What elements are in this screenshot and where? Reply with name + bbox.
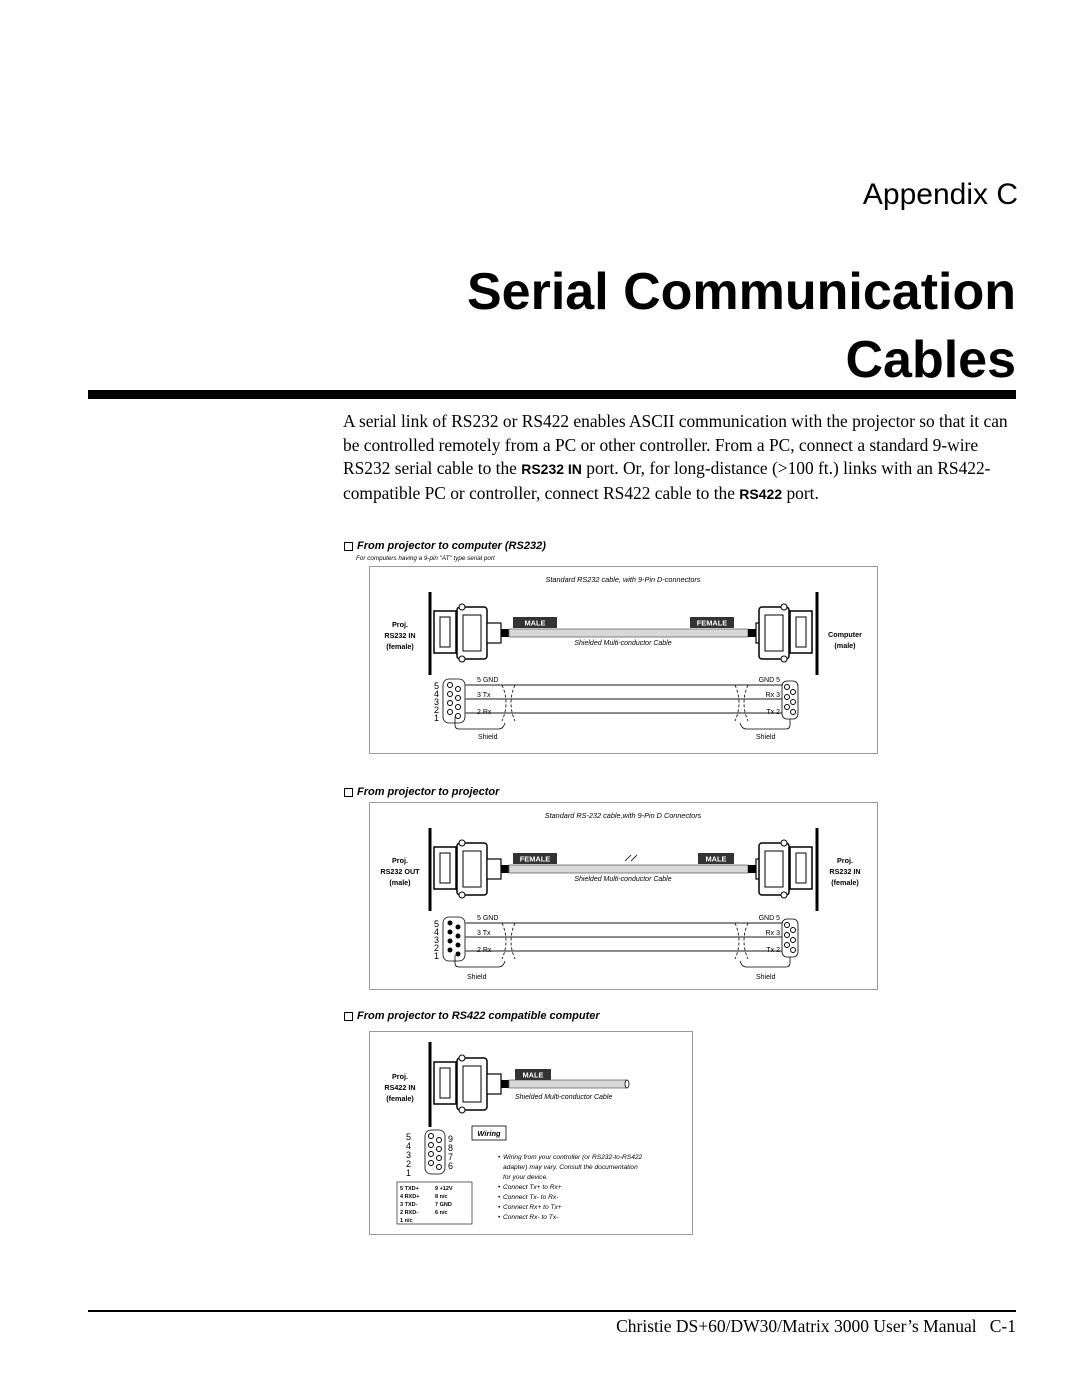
cable-body (509, 629, 748, 637)
left-shield-label: Shield (467, 974, 487, 981)
rs232-cable-diagram (370, 567, 877, 753)
svg-text:1: 1 (406, 1168, 412, 1178)
cable-caption: Standard RS232 cable, with 9-Pin D-connectors (545, 575, 701, 584)
svg-text:7 GND: 7 GND (435, 1202, 452, 1208)
svg-text:3: 3 (434, 697, 440, 707)
left-gender-tag: FEMALE (519, 854, 551, 864)
cable-label: Shielded Multi-conductor Cable (574, 640, 672, 647)
svg-text:Connect Rx+ to Tx+: Connect Rx+ to Tx+ (503, 1204, 562, 1211)
left-label-1: Proj. (392, 856, 408, 865)
svg-text:•: • (498, 1194, 501, 1201)
svg-text:Connect Tx+ to Rx+: Connect Tx+ to Rx+ (503, 1184, 562, 1191)
checkbox-bullet-icon (344, 542, 353, 551)
right-shield-label: Shield (756, 734, 776, 741)
left-label-3: (female) (386, 1094, 414, 1103)
section-3-title: From projector to RS422 compatible computer (357, 1010, 600, 1022)
right-label-2: (male) (834, 641, 856, 650)
right-db9-connector (748, 840, 812, 898)
page-number: C-1 (989, 1316, 1016, 1336)
right-pin-gnd: GND 5 (758, 915, 780, 922)
left-pin-tx: 3 Tx (477, 930, 491, 937)
right-pin-rx: Rx 3 (765, 692, 780, 699)
left-label-2: RS422 IN (384, 1083, 416, 1092)
right-pin-block (782, 681, 798, 719)
svg-text:6 n/c: 6 n/c (435, 1210, 448, 1216)
svg-text:2 RXD-: 2 RXD- (400, 1210, 419, 1216)
title-rule (88, 390, 1016, 399)
title-line-1: Serial Communication (467, 263, 1016, 321)
right-pin-tx: Tx 2 (766, 709, 780, 716)
intro-text-1: A serial link of RS232 or RS422 enables ASCII communication with the projector so that it can be controlled remotely from a PC or other controller. From a PC, connect a standard 9-wire RS232 serial cable to the (343, 411, 1008, 478)
rs422-cable-diagram (370, 1032, 692, 1234)
svg-text:4: 4 (434, 689, 440, 699)
right-pin-gnd: GND 5 (758, 677, 780, 684)
left-pin-gnd: 5 GND (477, 677, 499, 684)
left-label-2: RS232 OUT (380, 867, 420, 876)
intro-text-3: port. (782, 482, 819, 503)
svg-text:7: 7 (448, 1152, 454, 1162)
projector-to-projector-diagram (370, 803, 877, 989)
right-label-1: Computer (828, 630, 862, 639)
left-pin-block (434, 917, 465, 961)
section-1-heading (344, 540, 546, 552)
left-pin-block (434, 679, 465, 723)
cable-caption: Standard RS-232 cable,with 9-Pin D Connectors (544, 811, 702, 820)
right-gender-tag: FEMALE (696, 618, 728, 628)
left-label-2: RS232 IN (384, 631, 416, 640)
checkbox-bullet-icon (344, 788, 353, 797)
svg-text:9: 9 (448, 1134, 454, 1144)
right-label-1: Proj. (837, 856, 853, 865)
port-rs232-in: RS232 IN (521, 461, 582, 477)
svg-text:1: 1 (434, 713, 440, 723)
diagram-panel-1 (369, 566, 878, 754)
svg-text:5: 5 (434, 919, 440, 929)
right-db9-connector (748, 604, 812, 662)
svg-text:8: 8 (448, 1143, 454, 1153)
appendix-label: Appendix C (862, 178, 1018, 211)
svg-text:1: 1 (434, 951, 440, 961)
right-pin-block (782, 919, 798, 957)
gender-tag: MALE (522, 1070, 544, 1080)
svg-text:•: • (498, 1214, 501, 1221)
left-db9-connector (434, 604, 509, 662)
svg-text:2: 2 (434, 943, 440, 953)
svg-text:1 n/c: 1 n/c (400, 1218, 413, 1224)
page-footer (616, 1316, 1016, 1337)
svg-text:Connect Tx- to Rx-: Connect Tx- to Rx- (503, 1194, 559, 1201)
svg-text:3: 3 (406, 1150, 412, 1160)
left-gender-tag: MALE (524, 618, 546, 628)
title-line-2: Cables (845, 331, 1016, 389)
diagram-panel-2 (369, 802, 878, 990)
svg-text:•: • (498, 1204, 501, 1211)
right-pin-tx: Tx 2 (766, 947, 780, 954)
svg-text:8 n/c: 8 n/c (435, 1194, 448, 1200)
svg-text:adapter) may vary. Consult the: adapter) may vary. Consult the documentation (503, 1164, 638, 1171)
svg-text:2: 2 (434, 705, 440, 715)
port-rs422: RS422 (739, 485, 783, 502)
footer-rule (88, 1310, 1016, 1312)
svg-text:for your device.: for your device. (503, 1174, 549, 1181)
section-2-title: From projector to projector (357, 786, 500, 798)
svg-text:Wiring from your controller (o: Wiring from your controller (or RS232-to-RS422 (503, 1154, 643, 1161)
svg-text:4: 4 (406, 1141, 412, 1151)
svg-text:2: 2 (406, 1159, 412, 1169)
cable-label: Shielded Multi-conductor Cable (574, 876, 672, 883)
section-1-title: From projector to computer (RS232) (357, 540, 546, 552)
left-db9-connector (434, 840, 509, 898)
intro-paragraph (343, 410, 1015, 506)
svg-text:5: 5 (406, 1132, 412, 1142)
svg-text:9 +12V: 9 +12V (435, 1186, 453, 1192)
svg-text:•: • (498, 1154, 501, 1161)
svg-text:5 TXD+: 5 TXD+ (400, 1186, 419, 1192)
left-pin-rx: 2 Rx (477, 709, 492, 716)
cable-body (509, 1080, 627, 1088)
wiring-notes (498, 1154, 643, 1221)
diagram-panel-3 (369, 1031, 693, 1235)
left-shield-label: Shield (478, 734, 498, 741)
left-pin-gnd: 5 GND (477, 915, 499, 922)
svg-text:4: 4 (434, 927, 440, 937)
left-label-3: (male) (389, 878, 411, 887)
svg-text:5: 5 (434, 681, 440, 691)
section-3-heading (344, 1010, 600, 1022)
left-pin-rx: 2 Rx (477, 947, 492, 954)
section-2-heading (344, 786, 499, 798)
svg-text:6: 6 (448, 1161, 454, 1171)
svg-text:3: 3 (434, 935, 440, 945)
svg-text:Connect Rx- to Tx-: Connect Rx- to Tx- (503, 1214, 559, 1221)
intro-text-2: port. Or, for long-distance (>100 ft.) links with an RS422-compatible PC or controller, connect RS422 cable to the (343, 458, 991, 503)
left-db9-connector (434, 1055, 509, 1113)
checkbox-bullet-icon (344, 1012, 353, 1021)
cable-body (509, 865, 748, 873)
left-pin-tx: 3 Tx (477, 692, 491, 699)
svg-text:3 TXD-: 3 TXD- (400, 1202, 418, 1208)
right-gender-tag: MALE (705, 854, 727, 864)
cable-label: Shielded Multi-conductor Cable (515, 1094, 613, 1101)
wiring-title: Wiring (477, 1129, 501, 1138)
section-1-subheading: For computers having a 9-pin "AT" type serial port (356, 555, 495, 562)
left-label-1: Proj. (392, 620, 408, 629)
right-label-2: RS232 IN (829, 867, 861, 876)
page-title (467, 258, 1016, 394)
right-shield-label: Shield (756, 974, 776, 981)
footer-manual-title: Christie DS+60/DW30/Matrix 3000 User’s Manual (616, 1316, 977, 1336)
right-pin-rx: Rx 3 (765, 930, 780, 937)
right-label-3: (female) (831, 878, 859, 887)
svg-text:4 RXD+: 4 RXD+ (400, 1194, 420, 1200)
left-label-3: (female) (386, 642, 414, 651)
left-label-1: Proj. (392, 1072, 408, 1081)
svg-text:•: • (498, 1184, 501, 1191)
rs422-pin-block (406, 1130, 453, 1178)
